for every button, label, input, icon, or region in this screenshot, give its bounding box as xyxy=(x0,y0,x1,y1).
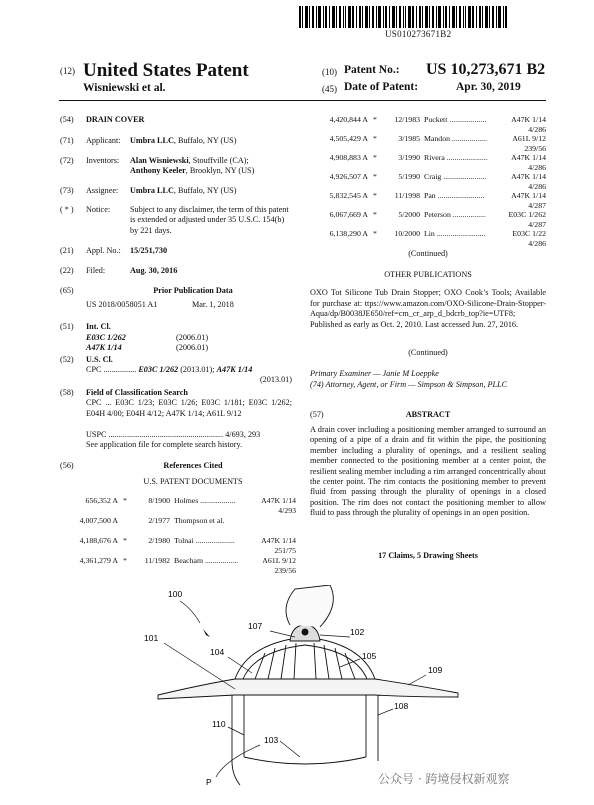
figure-label: 100 xyxy=(168,589,183,599)
reference-cls: A61L 9/12 xyxy=(512,134,546,143)
reference-no: 6,138,290 A xyxy=(329,229,368,238)
watermark-text: 公众号 · 跨境侵权新观察 xyxy=(378,772,510,786)
search-uspc: USPC ........................................................ 4/693, 293 xyxy=(86,430,261,439)
inventors-short: Wisniewski et al. xyxy=(83,82,166,94)
invention-title: DRAIN COVER xyxy=(86,115,145,124)
field-code: (22) xyxy=(60,266,74,275)
classification-version: (2006.01) xyxy=(176,333,209,342)
section-heading: Int. Cl. xyxy=(86,322,111,331)
patent-date: Apr. 30, 2019 xyxy=(456,81,521,93)
section-heading: U.S. Cl. xyxy=(86,355,113,364)
section-subheading: U.S. PATENT DOCUMENTS xyxy=(143,477,243,486)
code-45: (45) xyxy=(322,84,337,94)
reference-subclass: 4/293 xyxy=(278,505,296,515)
reference-name: Puckett ................... xyxy=(424,115,487,124)
figure-label: 110 xyxy=(212,719,226,729)
reference-cls: A47K 1/14 xyxy=(511,172,546,181)
field-label: Filed: xyxy=(86,266,106,275)
reference-name: Craig ...................... xyxy=(424,172,487,181)
reference-name: Mandon .................. xyxy=(424,134,488,143)
reference-star: * xyxy=(373,134,377,143)
figure-label: 102 xyxy=(350,627,365,637)
field-label: Appl. No.: xyxy=(86,246,121,255)
patent-no-label: Patent No.: xyxy=(344,64,400,76)
reference-name: Lin ......................... xyxy=(424,229,486,238)
section-heading: ABSTRACT xyxy=(405,410,451,419)
publication-number: US 2018/0058051 A1 xyxy=(86,300,158,309)
reference-date: 5/1990 xyxy=(398,172,420,181)
date-label: Date of Patent: xyxy=(344,81,419,93)
search-cpc: CPC ... E03C 1/23; E03C 1/26; E03C 1/181; E03C 1/262; E04H 4/00; E04H 4/12; A47K 1/14; A61L 9/12 xyxy=(86,398,292,418)
reference-no: 4,505,429 A xyxy=(329,134,368,143)
reference-date: 5/2000 xyxy=(398,210,420,219)
reference-star: * xyxy=(373,191,377,200)
reference-name: Holmes .................. xyxy=(174,496,236,505)
claims-summary: 17 Claims, 5 Drawing Sheets xyxy=(378,551,478,560)
section-heading: Prior Publication Data xyxy=(153,286,233,295)
inventors: Alan Wisniewski, Stouffville (CA); Anthony Keeler, Brooklyn, NY (US) xyxy=(130,156,255,176)
reference-date: 3/1985 xyxy=(398,134,420,143)
filed-date: Aug. 30, 2016 xyxy=(130,266,178,275)
figure-label: 107 xyxy=(248,621,263,631)
figure-label: 109 xyxy=(428,665,443,675)
reference-star: * xyxy=(373,172,377,181)
figure-label: 108 xyxy=(394,701,409,711)
classification-code: A47K 1/14 xyxy=(86,343,122,352)
reference-subclass: 239/56 xyxy=(274,565,296,575)
reference-cls: A47K 1/14 xyxy=(511,191,546,200)
reference-name: Beacham ................. xyxy=(174,556,239,565)
reference-date: 8/1900 xyxy=(148,496,170,505)
field-code: (56) xyxy=(60,461,74,470)
reference-cls: A47K 1/14 xyxy=(511,115,546,124)
reference-name: Thompson et al. xyxy=(174,516,225,525)
field-code: ( * ) xyxy=(60,205,74,214)
reference-star: * xyxy=(373,229,377,238)
code-10: (10) xyxy=(322,67,337,77)
field-code: (72) xyxy=(60,156,74,165)
reference-date: 12/1983 xyxy=(394,115,420,124)
reference-name: Tolnai .................... xyxy=(174,536,235,545)
reference-subclass: 4/286 xyxy=(528,162,546,172)
reference-no: 5,832,545 A xyxy=(329,191,368,200)
field-label: Inventors: xyxy=(86,156,120,165)
field-code: (52) xyxy=(60,355,74,364)
classification-version: (2006.01) xyxy=(176,343,209,352)
figure-label: 104 xyxy=(210,647,225,657)
reference-star: * xyxy=(373,153,377,162)
field-code: (21) xyxy=(60,246,74,255)
application-number: 15/251,730 xyxy=(130,246,168,255)
reference-date: 3/1990 xyxy=(398,153,420,162)
reference-name: Pan ........................ xyxy=(424,191,485,200)
reference-date: 11/1982 xyxy=(144,556,170,565)
field-code: (73) xyxy=(60,186,74,195)
assignee: Umbra LLC, Buffalo, NY (US) xyxy=(130,186,237,195)
primary-examiner: Primary Examiner — Janie M Loeppke xyxy=(310,369,439,378)
field-code: (65) xyxy=(60,286,74,295)
attorney: (74) Attorney, Agent, or Firm — Simpson & Simpson, PLLC xyxy=(310,380,508,389)
reference-subclass: 4/287 xyxy=(528,219,546,229)
reference-subclass: 239/56 xyxy=(524,143,546,153)
reference-cls: A47K 1/14 xyxy=(511,153,546,162)
reference-no: 4,007,500 A xyxy=(79,516,118,525)
reference-subclass: 251/75 xyxy=(274,545,296,555)
field-code: (57) xyxy=(310,410,324,419)
applicant: Umbra LLC, Buffalo, NY (US) xyxy=(130,136,237,145)
reference-star: * xyxy=(373,115,377,124)
reference-cls: A47K 1/14 xyxy=(261,496,296,505)
field-code: (58) xyxy=(60,388,74,397)
publication-date: Mar. 1, 2018 xyxy=(192,300,234,309)
patent-number: US 10,273,671 B2 xyxy=(426,61,546,78)
us-classification-version: (2013.01) xyxy=(259,375,292,384)
reference-no: 6,067,669 A xyxy=(329,210,368,219)
notice-text: Subject to any disclaimer, the term of this patent is extended or adjusted under 35 U.S.C. 154(b) by 221 days. xyxy=(130,205,289,235)
field-code: (71) xyxy=(60,136,74,145)
continued-note: (Continued) xyxy=(408,249,448,258)
reference-date: 10/2000 xyxy=(394,229,420,238)
reference-no: 656,352 A xyxy=(85,496,118,505)
figure-label: 101 xyxy=(144,633,159,643)
patent-drawing xyxy=(140,585,470,797)
reference-no: 4,361,279 A xyxy=(79,556,118,565)
reference-star: * xyxy=(123,556,127,565)
section-heading: Field of Classification Search xyxy=(86,388,188,397)
field-label: Notice: xyxy=(86,205,111,214)
reference-subclass: 4/286 xyxy=(528,124,546,134)
reference-star: * xyxy=(373,210,377,219)
document-type: United States Patent xyxy=(83,60,249,81)
reference-star: * xyxy=(123,496,127,505)
code-12: (12) xyxy=(60,66,75,76)
reference-name: Peterson ................. xyxy=(424,210,486,219)
us-classification: CPC ................ E03C 1/262 (2013.01); A47K 1/14 xyxy=(86,365,253,374)
field-label: Applicant: xyxy=(86,136,121,145)
reference-cls: A61L 9/12 xyxy=(262,556,296,565)
barcode-number: US010273671B2 xyxy=(385,29,452,39)
reference-subclass: 4/287 xyxy=(528,200,546,210)
other-publications: OXO Tot Silicone Tub Drain Stopper; OXO Cook’s Tools; Available for purchase at: ttps://www.amazon.com/OXO-Silicone-Drain-Stopper-Aqua/dp/B0038JE650/ref=cm_cr_arp_d_bdcrb_top?ie=UTF8; Published as early as Oct. 2, 2010. Last accessed Jun. 27, 2016. xyxy=(310,288,546,329)
reference-name: Rivera ..................... xyxy=(424,153,488,162)
reference-no: 4,926,507 A xyxy=(329,172,368,181)
reference-star: * xyxy=(123,536,127,545)
reference-cls: E03C 1/22 xyxy=(512,229,546,238)
figure-label: 105 xyxy=(362,651,377,661)
classification-code: E03C 1/262 xyxy=(86,333,126,342)
field-label: Assignee: xyxy=(86,186,119,195)
reference-subclass: 4/286 xyxy=(528,238,546,248)
reference-date: 2/1980 xyxy=(148,536,170,545)
figure-label: 103 xyxy=(264,735,279,745)
reference-no: 4,908,883 A xyxy=(329,153,368,162)
reference-no: 4,420,844 A xyxy=(329,115,368,124)
figure-label: P xyxy=(206,777,212,787)
header-rule xyxy=(59,100,546,101)
field-code: (51) xyxy=(60,322,74,331)
section-heading: References Cited xyxy=(163,461,223,470)
barcode xyxy=(299,6,509,28)
reference-cls: E03C 1/262 xyxy=(508,210,546,219)
field-code: (54) xyxy=(60,115,74,124)
abstract-text: A drain cover including a positioning member arranged to surround an opening of a pipe of a drain and fit within the pipe, the positioning member including a plurality of openings, and a resilient sealing member connected to the positioning member at a center point, the resilient sealing member including a rim arranged concentrically about the center point. The rim contacts the positioning member to prevent fluid from passing through the plurality of openings in a closed position. The rim does not contact the positioning member to allow fluid to pass through the plurality of openings in an open position. xyxy=(310,425,546,518)
section-heading: OTHER PUBLICATIONS xyxy=(384,270,472,279)
reference-no: 4,188,676 A xyxy=(79,536,118,545)
reference-date: 11/1998 xyxy=(394,191,420,200)
search-note: See application file for complete search history. xyxy=(86,440,243,449)
reference-date: 2/1977 xyxy=(148,516,170,525)
reference-subclass: 4/286 xyxy=(528,181,546,191)
continued-note: (Continued) xyxy=(408,348,448,357)
reference-cls: A47K 1/14 xyxy=(261,536,296,545)
